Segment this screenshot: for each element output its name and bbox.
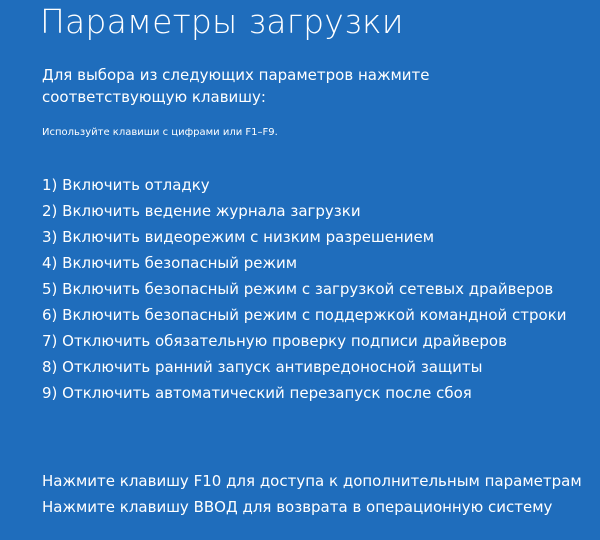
page-title: Параметры загрузки	[40, 2, 404, 41]
option-enable-safe-mode-networking[interactable]: 5) Включить безопасный режим с загрузкой сетевых драйверов	[42, 280, 554, 298]
option-disable-early-launch-antimalware[interactable]: 8) Отключить ранний запуск антивредоносной защиты	[42, 358, 483, 376]
option-enable-debugging[interactable]: 1) Включить отладку	[42, 176, 210, 194]
option-enable-safe-mode[interactable]: 4) Включить безопасный режим	[42, 254, 298, 272]
footer-instructions	[42, 468, 582, 520]
option-enable-safe-mode-command-prompt[interactable]: 6) Включить безопасный режим с поддержкой командной строки	[42, 306, 567, 324]
option-disable-auto-restart[interactable]: 9) Отключить автоматический перезапуск после сбоя	[42, 384, 472, 402]
option-enable-low-resolution-video[interactable]: 3) Включить видеорежим с низким разрешением	[42, 228, 435, 246]
option-enable-boot-logging[interactable]: 2) Включить ведение журнала загрузки	[42, 202, 361, 220]
key-hint-text: Используйте клавиши с цифрами или F1–F9.	[42, 127, 278, 138]
instruction-text: Для выбора из следующих параметров нажмите соответствующую клавишу:	[42, 66, 430, 106]
option-disable-driver-signature-enforcement[interactable]: 7) Отключить обязательную проверку подписи драйверов	[42, 332, 507, 350]
enter-return-hint: Нажмите клавишу ВВОД для возврата в операционную систему	[42, 498, 553, 516]
f10-advanced-options-hint: Нажмите клавишу F10 для доступа к дополнительным параметрам	[42, 472, 582, 490]
startup-options-list	[42, 172, 567, 406]
